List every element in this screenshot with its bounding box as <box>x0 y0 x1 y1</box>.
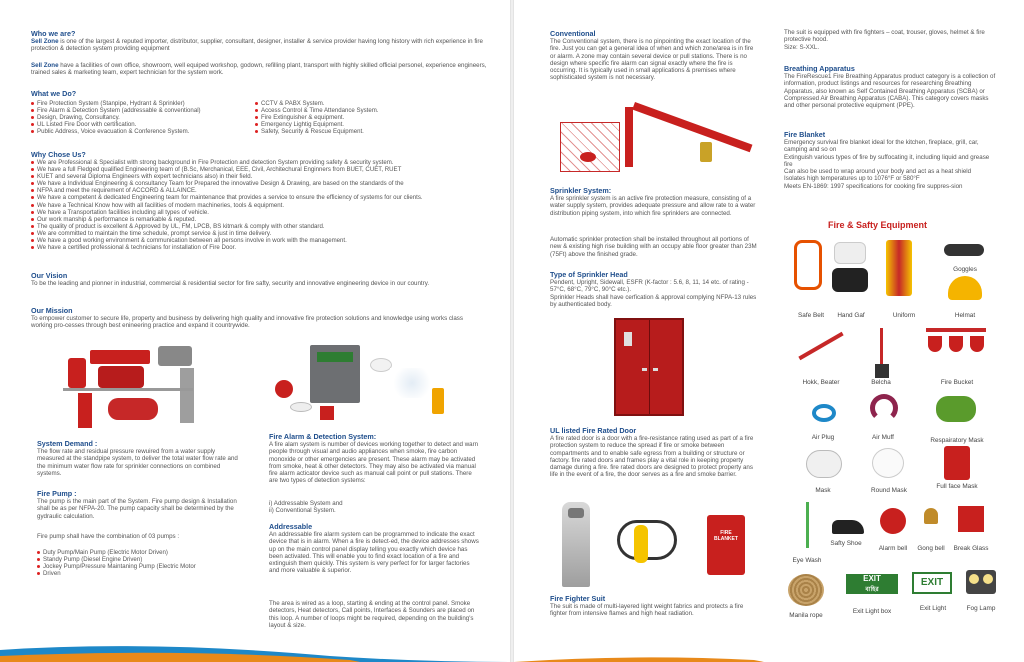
pump-item: Jockey Pump/Pressure Maintaning Pump (Electric Motor <box>37 563 196 570</box>
label-safe-belt: Safe Belt <box>798 312 824 319</box>
addressable-heading: Addressable <box>269 522 313 531</box>
who-paragraph-1: Sell Zone is one of the largest & reputed importer, distributor, supplier, consultant, designer, installer & service provider having long history with rich experience in fire protection & detection system providing equipment <box>31 38 483 53</box>
label-break-glass: Break Glass <box>953 545 989 552</box>
why-item: We have a certified professional & technicians for installation of Fire Door. <box>31 244 423 251</box>
blanket-line: Can also be used to wrap around your body and act as a heat shield <box>784 168 972 176</box>
label-exit-light: Exit Light <box>919 605 947 612</box>
full-face-mask-image <box>944 446 970 480</box>
left-page <box>0 0 510 662</box>
sprinkler-head-text-2: Sprinkler Heads shall have cerfication & approval complying NFPA-13 rules by authenticated body. <box>550 294 757 309</box>
door-text: A fire rated door is a door with a fire-resistance rating used as part of a fire protection system to reduce the spread if fire or smoke between compartments and to enable safe egress from a building or structure or factory. fire rated doors and frames play a vital role in keeping property damage during a fire. fire rated doors are designed to protect property ans life in the event of a fire, the door serves as a fire and smoke barrier. <box>550 435 754 479</box>
label-manila-rope: Manila rope <box>789 612 823 619</box>
who-paragraph-2: Sell Zone have a facilities of own office, showroom, well equiped workshop, godown, refilling plant, transport with highly skilled official personel, experience engineers, trained sales & marketing team, expert technician for the system work. <box>31 62 487 77</box>
blanket-line: Extinguish various types of fire by suffocating it, including liquid and grease fire <box>784 153 990 168</box>
conventional-heading: Conventional <box>550 29 596 38</box>
what-item: UL Listed Fire Door with certification. <box>31 121 201 128</box>
blanket-line: Emergency survival fire blanket ideal for the kitchen, fireplace, grill, car, camping and so on <box>784 139 979 154</box>
what-item: Public Address, Voice evacuation & Conference System. <box>31 128 201 135</box>
fire-door-image <box>614 318 684 416</box>
fire-pump-text: The pump is the main part of the System. Fire pump design & Installation shall be as per NFPA-20. The pump capacity shall be determined by the gydraulic calculation. <box>37 498 237 520</box>
fire-alarm-image <box>270 340 460 430</box>
vision-heading: Our Vision <box>31 271 68 280</box>
label-fog-lamp: Fog Lamp <box>966 605 996 612</box>
label-fire-bucket: Fire Bucket <box>940 379 974 386</box>
what-item: Fire Alarm & Detection System (addressable & conventional) <box>31 107 201 114</box>
why-item: Our work manship & performance is remarkable & reputed. <box>31 216 423 223</box>
alarm-text: A fire alam system is number of devices working together to detect and warn people through visual and audio appliances when smoke, fire carbon monoxide or other emergencies are present. These alarm may be activated from smoke, heat & other detectors. They may also be activated via manual fire alarm acticator device such as manual call point or pull stations. There are two types of detection systems: <box>269 441 479 485</box>
what-item: CCTV & PABX System. <box>255 100 379 107</box>
why-item: We have a good working environment & communication between all persons involve in work with the management. <box>31 237 423 244</box>
pump-item: Standy Pump (Diesel Engine Driven) <box>37 556 196 563</box>
suit-text: The suit is made of multi-layered light weight fabrics and protects a fire fighter from intensive flames and high heat radiation. <box>550 603 744 618</box>
label-air-muff: Air Muff <box>872 434 894 441</box>
uniform-image <box>886 240 912 296</box>
label-exit-light-box: Exit Light box <box>852 608 892 615</box>
label-safty-shoe: Safty Shoe <box>830 540 862 547</box>
gong-bell-image <box>924 508 938 524</box>
blanket-box-label: FIRE BLANKET <box>714 530 738 542</box>
blanket-lines <box>784 139 999 190</box>
equipment-grid <box>776 236 1016 636</box>
why-list <box>31 159 423 251</box>
why-item: NFPA and meet the requirement of ACCORD & ALLAINCE. <box>31 187 423 194</box>
eye-wash-image <box>806 502 809 548</box>
why-item: KUET and several Diploma Engineers with expert technicians also) in their field. <box>31 173 423 180</box>
addressable-text: An addressable fire alarm system can be programmed to indicate the exact device that is in alarm. When a fire is detect-ed, the device addresses shows up on the main control panel display telling you exactly which device has been activated. This will enable you to find exact location of a fire and extinguish them quickly. This system is very perfect for for larger factories and more valuable & superior. <box>269 531 479 575</box>
label-respiratory-mask: Respairatory Mask <box>930 437 984 444</box>
label-gong-bell: Gong bell <box>917 545 945 552</box>
air-muff-image <box>870 394 898 422</box>
round-mask-image <box>872 448 904 478</box>
break-glass-image <box>958 506 984 532</box>
hokk-beater-image <box>798 332 843 360</box>
sprinkler-text: A fire sprinkler system is an active fire protection measure, consisting of a water supply system, provides adequate pressure and allow rate to a water distribution piping system, into which fire sprinklers are connected. <box>550 195 756 217</box>
label-belcha: Belcha <box>871 379 891 386</box>
pump-list <box>37 549 196 577</box>
label-hokk-beater: Hokk, Beater <box>802 379 840 386</box>
mask-image <box>806 450 842 478</box>
conventional-text: The Conventional system, there is no pinpointing the exact location of the fire. Just you can get a general idea of when and which zone/area is in fire or alarm. A zone may contain several device or pull stations. There is no design where specific fire alarm can signal exactly where the fire is occurring. It is typically used in small applications & premises where sophisticated system is not necessary. <box>550 38 754 82</box>
why-item: We are Professional & Specialist with strong background in Fire Protection and detection System providing safety & security system. <box>31 159 423 166</box>
manila-rope-image <box>788 574 824 606</box>
system-demand-text: The flow rate and residual pressure rewuired from a water supply measured at the standpipe system, to deliver the total water flow rate and the minimum water flow rate for sprinkler connections on combined systems. <box>37 448 238 477</box>
label-air-plug: Air Plug <box>811 434 835 441</box>
what-item: Fire Extinguisher & equipment. <box>255 114 379 121</box>
fire-pump-heading: Fire Pump : <box>37 489 77 498</box>
label-round-mask: Round Mask <box>871 487 907 494</box>
what-item: Emergency Lightig Equipment. <box>255 121 379 128</box>
exit-light-image: EXIT <box>912 572 952 594</box>
safe-belt-image <box>794 240 822 290</box>
why-heading: Why Chose Us? <box>31 150 86 159</box>
respiratory-mask-image <box>936 396 976 422</box>
breathing-heading: Breathing Apparatus <box>784 64 855 73</box>
suit-col2-text: The suit is equipped with fire fighters – coat, trouser, gloves, helmet & fire protective hood. <box>784 29 985 44</box>
what-list-col2 <box>255 100 379 135</box>
fire-pump-combination: Fire pump shall have the combination of 03 pumps : <box>37 533 180 540</box>
what-item: Fire Protection System (Stanpipe, Hydrant & Sprinkler) <box>31 100 201 107</box>
sprinkler-image <box>550 102 765 182</box>
blanket-line: Meets EN-1869: 1997 specifications for cooking fire suppres-sion <box>784 182 963 190</box>
sprinkler-head-heading: Type of Sprinkler Head <box>550 270 628 279</box>
vision-text: To be the leading and pionner in industrial, commercial & residential sector for fire safty, security and innovative engineering device in our country. <box>31 280 430 287</box>
label-helmat: Helmat <box>954 312 976 319</box>
what-list-col1 <box>31 100 201 135</box>
exit-light-box-image: EXIT বাহির <box>846 574 898 594</box>
what-item: Safety, Security & Rescue Equipment. <box>255 128 379 135</box>
what-item: Access Control & Time Attendance System. <box>255 107 379 114</box>
alarm-type-2: ii) Conventional System. <box>269 507 336 514</box>
why-item: We have a Technical Know how with all facilities of modern machineries, tools & equipment. <box>31 202 423 209</box>
what-heading: What we Do? <box>31 89 77 98</box>
why-item: The quality of product is excellent & Approved by UL, FM, LPCB, BS kitmark & comply with other standard. <box>31 223 423 230</box>
label-mask: Mask <box>815 487 831 494</box>
sprinkler-text-2: Automatic sprinkler protection shall be installed throughout all portions of new & existing high rise building with an occupy able floor greater than 23M (75Ft) above the finished grade. <box>550 236 757 258</box>
why-item: We have a competent & dedicated Engineering team for maintenance that provides a service to ensure the efficiency of systems for our clients. <box>31 194 423 201</box>
bottom-swoosh-left <box>0 640 510 662</box>
alarm-bell-image <box>880 508 906 534</box>
suit-heading: Fire Fighter Suit <box>550 594 606 603</box>
blanket-line: Isolates high temperatures up to 1076°F or 580°F <box>784 175 920 183</box>
why-item: We have a Transportation facilities including all types of vehicle. <box>31 209 423 216</box>
alarm-type-1: i) Addressable System and <box>269 500 343 507</box>
right-page <box>514 0 1024 662</box>
goggles-image <box>944 244 984 256</box>
addressable-text-2: The area is wired as a loop, starting & ending at the control panel. Smoke detectors, Heat detectors, Call points, Interfaces & Sounders are placed on this loop. A number of loops might be required, depending on the building's layout & size. <box>269 600 475 629</box>
label-full-face-mask: Full face Mask <box>936 483 978 490</box>
label-uniform: Uniform <box>892 312 916 319</box>
belcha-image <box>880 328 883 368</box>
safty-shoe-image <box>832 520 864 534</box>
helmat-image <box>948 276 982 300</box>
equipment-heading: Fire & Safty Equipment <box>828 220 928 230</box>
breathing-text: The FireRescue1 Fire Breathing Apparatus product category is a collection of information, product listings and resources for researching Breathing Apparatus, also known as Self Contained Breathing Apparatus (SCBA) or Compressed Air Breathing Apparatus (CABA). This category covers masks and other personal protective equipment (PPE). <box>784 73 996 110</box>
who-heading: Who we are? <box>31 29 76 38</box>
fire-pump-image <box>58 338 208 433</box>
fire-bucket-image <box>926 328 986 332</box>
bottom-swoosh-right <box>514 640 1024 662</box>
why-item: We have a Individual Engineering & consultancy Team for Prepared the innovative Design & Drawing, are based on the standards of the <box>31 180 423 187</box>
pump-item: Duty Pump/Main Pump (Electric Motor Driven) <box>37 549 196 556</box>
suit-images <box>562 500 762 590</box>
label-goggles: Goggles <box>953 266 977 273</box>
pump-item: Driven <box>37 570 196 577</box>
alarm-heading: Fire Alarm & Detection System: <box>269 432 377 441</box>
what-item: Design, Drawing, Consultancy. <box>31 114 201 121</box>
door-heading: UL listed Fire Rated Door <box>550 426 637 435</box>
blanket-heading: Fire Blanket <box>784 130 826 139</box>
mission-text: To empower customer to secure life, property and business by delivering high quality and innovative fire protection solutions and knowledge using works class working pro-cesses through best enineering practice and expand it countrywide. <box>31 315 463 330</box>
sprinkler-head-text: Pendent, Upright, Sidewall, ESFR (K-factor : 5.6, 8, 11, 14 etc. of rating - 57°C, 68°C, 79°C, 90°C etc.). <box>550 279 749 294</box>
label-alarm-bell: Alarm bell <box>878 545 908 552</box>
suit-size: Size: S-XXL. <box>784 44 820 51</box>
mission-heading: Our Mission <box>31 306 73 315</box>
system-demand-heading: System Demand : <box>37 439 98 448</box>
hand-gaf-image <box>834 242 866 264</box>
label-eye-wash: Eye Wash <box>792 557 822 564</box>
why-item: We have a full Fledged qualified Engineering team of (B.Sc, Merchanical, EEE, Civil, Architechural Enginners from BUET, CUET, RUET <box>31 166 423 173</box>
label-hand-gaf: Hand Gaf <box>837 312 865 319</box>
why-item: We are committed to maintain the time schedule, prompt service & just in time delivery. <box>31 230 423 237</box>
sprinkler-heading: Sprinkler System: <box>550 186 612 195</box>
air-plug-image <box>812 404 836 422</box>
